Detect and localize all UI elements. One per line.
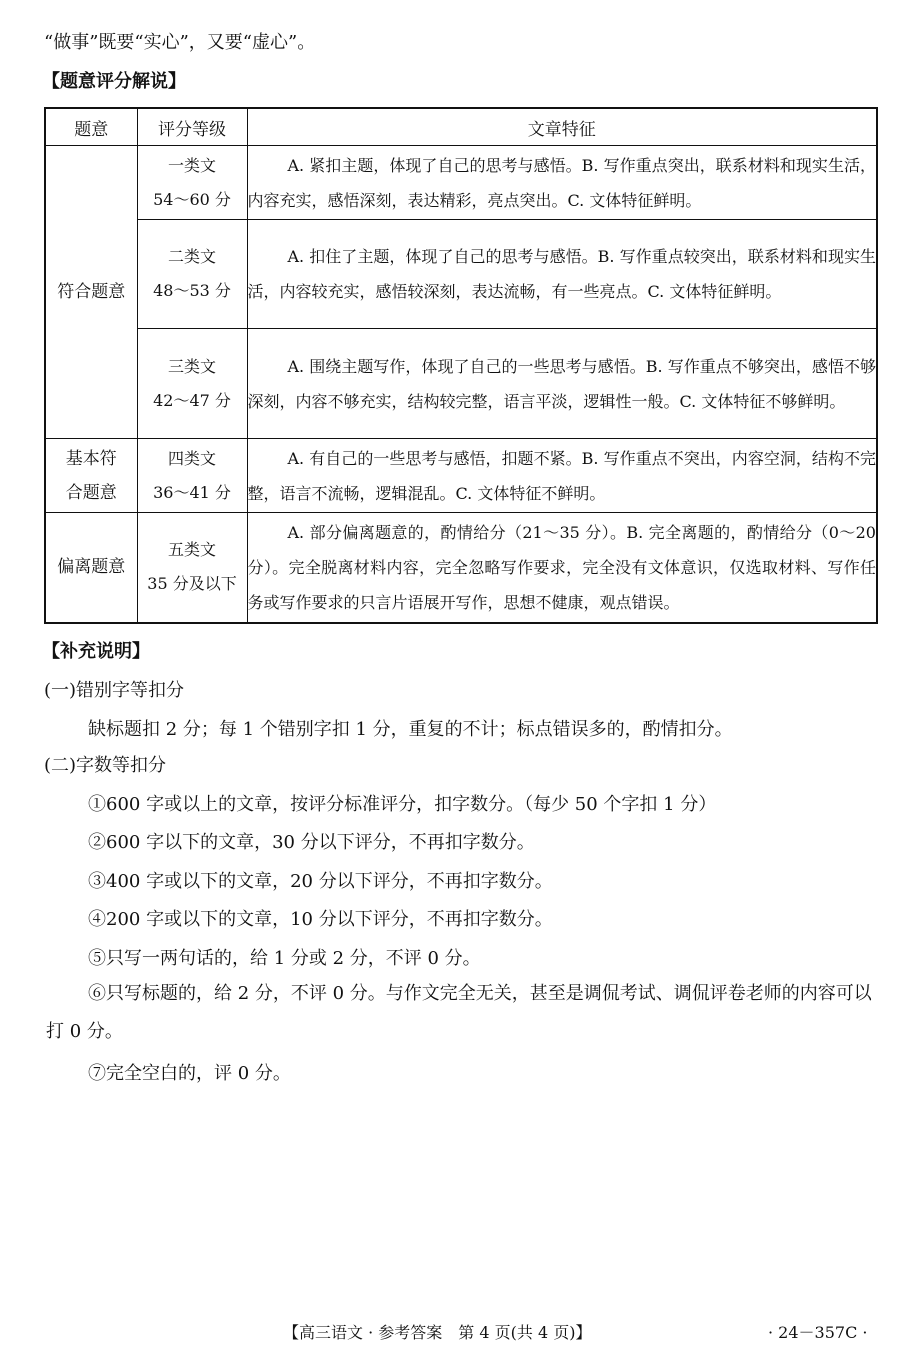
features-cell [247,329,877,439]
header-topic: 题意 [45,108,137,146]
features-text: A. 围绕主题写作，体现了自己的一些思考与感悟。B. 写作重点不够突出，感悟不够深刻，内容不够充实，结构较完整，语言平淡，逻辑性一般。C. 文体特征不够鲜明。 [247,356,876,411]
grade-cell [137,220,247,329]
intro-line: “做事”既要“实心”，又要“虚心”。 [44,32,316,53]
grade-cell [137,329,247,439]
category-cell: 符合题意 [45,146,137,439]
rule-item: ⑤只写一两句话的，给 1 分或 2 分，不评 0 分。 [88,948,481,969]
supplement-part1-title: (一)错别字等扣分 [44,680,185,701]
features-text: A. 扣住了主题，体现了自己的思考与感悟。B. 写作重点较突出，联系材料和现实生活，内容较充实，感悟较深刻，表达流畅，有一些亮点。C. 文体特征鲜明。 [247,247,876,301]
features-text: A. 有自己的一些思考与感悟，扣题不紧。B. 写作重点不突出，内容空洞，结构不完整，语言不流畅，逻辑混乱。C. 文体特征不鲜明。 [247,448,876,503]
footer-code: · 24－357C · [768,1323,868,1342]
features-text: A. 紧扣主题，体现了自己的思考与感悟。B. 写作重点突出，联系材料和现实生活，内容充实，感悟深刻，表达精彩，亮点突出。C. 文体特征鲜明。 [247,155,876,210]
rule-item: ⑦完全空白的，评 0 分。 [88,1063,291,1084]
grade-name: 三类文 [167,356,216,376]
supplement-title: 【补充说明】 [42,641,150,662]
features-cell [247,513,877,623]
rule-item [46,975,876,1051]
grade-score: 48～53 分 [153,281,231,300]
features-cell [247,439,877,513]
supplement-part2-title: (二)字数等扣分 [44,755,167,776]
grade-cell [137,146,247,220]
footer-page-label: 【高三语文 · 参考答案 第 4 页(共 4 页)】 [283,1323,592,1342]
rule-item: ④200 字或以下的文章，10 分以下评分，不再扣字数分。 [88,909,553,930]
grade-score: 54～60 分 [153,189,231,209]
section-title: 【题意评分解说】 [42,71,186,92]
grade-cell [137,513,247,623]
grade-score: 42～47 分 [153,390,231,410]
grade-name: 四类文 [167,448,216,468]
grade-score: 35 分及以下 [147,574,237,594]
category-cell: 偏离题意 [45,513,137,623]
features-text: A. 部分偏离题意的，酌情给分（21～35 分）。B. 完全离题的，酌情给分（0～20 分）。完全脱离材料内容，完全忽略写作要求，完全没有文体意识，仅选取材料、写作任务或写作要求的只言片语展开写作，思想不健康，观点错误。 [247,522,876,612]
category-line: 合题意 [65,482,117,503]
rule-item: ②600 字以下的文章，30 分以下评分，不再扣字数分。 [88,832,535,853]
header-features: 文章特征 [247,108,877,146]
table-row [45,329,877,439]
rule-item: ①600 字或以上的文章，按评分标准评分，扣字数分。（每少 50 个字扣 1 分） [88,794,717,815]
features-cell [247,220,877,329]
rule-item: ③400 字或以下的文章，20 分以下评分，不再扣字数分。 [88,871,553,892]
category-cell [45,439,137,513]
grade-name: 二类文 [167,247,216,266]
category-line: 基本符 [65,448,117,469]
table-row [45,220,877,329]
grade-cell [137,439,247,513]
table-row [45,146,877,220]
features-cell [247,146,877,220]
grading-table [44,107,878,624]
supplement-part1-text: 缺标题扣 2 分；每 1 个错别字扣 1 分，重复的不计；标点错误多的，酌情扣分。 [88,719,733,740]
grade-score: 36～41 分 [153,482,231,502]
table-row [45,439,877,513]
table-row [45,513,877,623]
grade-name: 五类文 [167,540,216,560]
table-header-row [45,108,877,146]
grade-name: 一类文 [167,155,216,175]
rule-item-text: ⑥只写标题的，给 2 分，不评 0 分。与作文完全无关，甚至是调侃考试、调侃评卷老师的内容可以打 0 分。 [46,983,872,1042]
header-grade: 评分等级 [137,108,247,146]
